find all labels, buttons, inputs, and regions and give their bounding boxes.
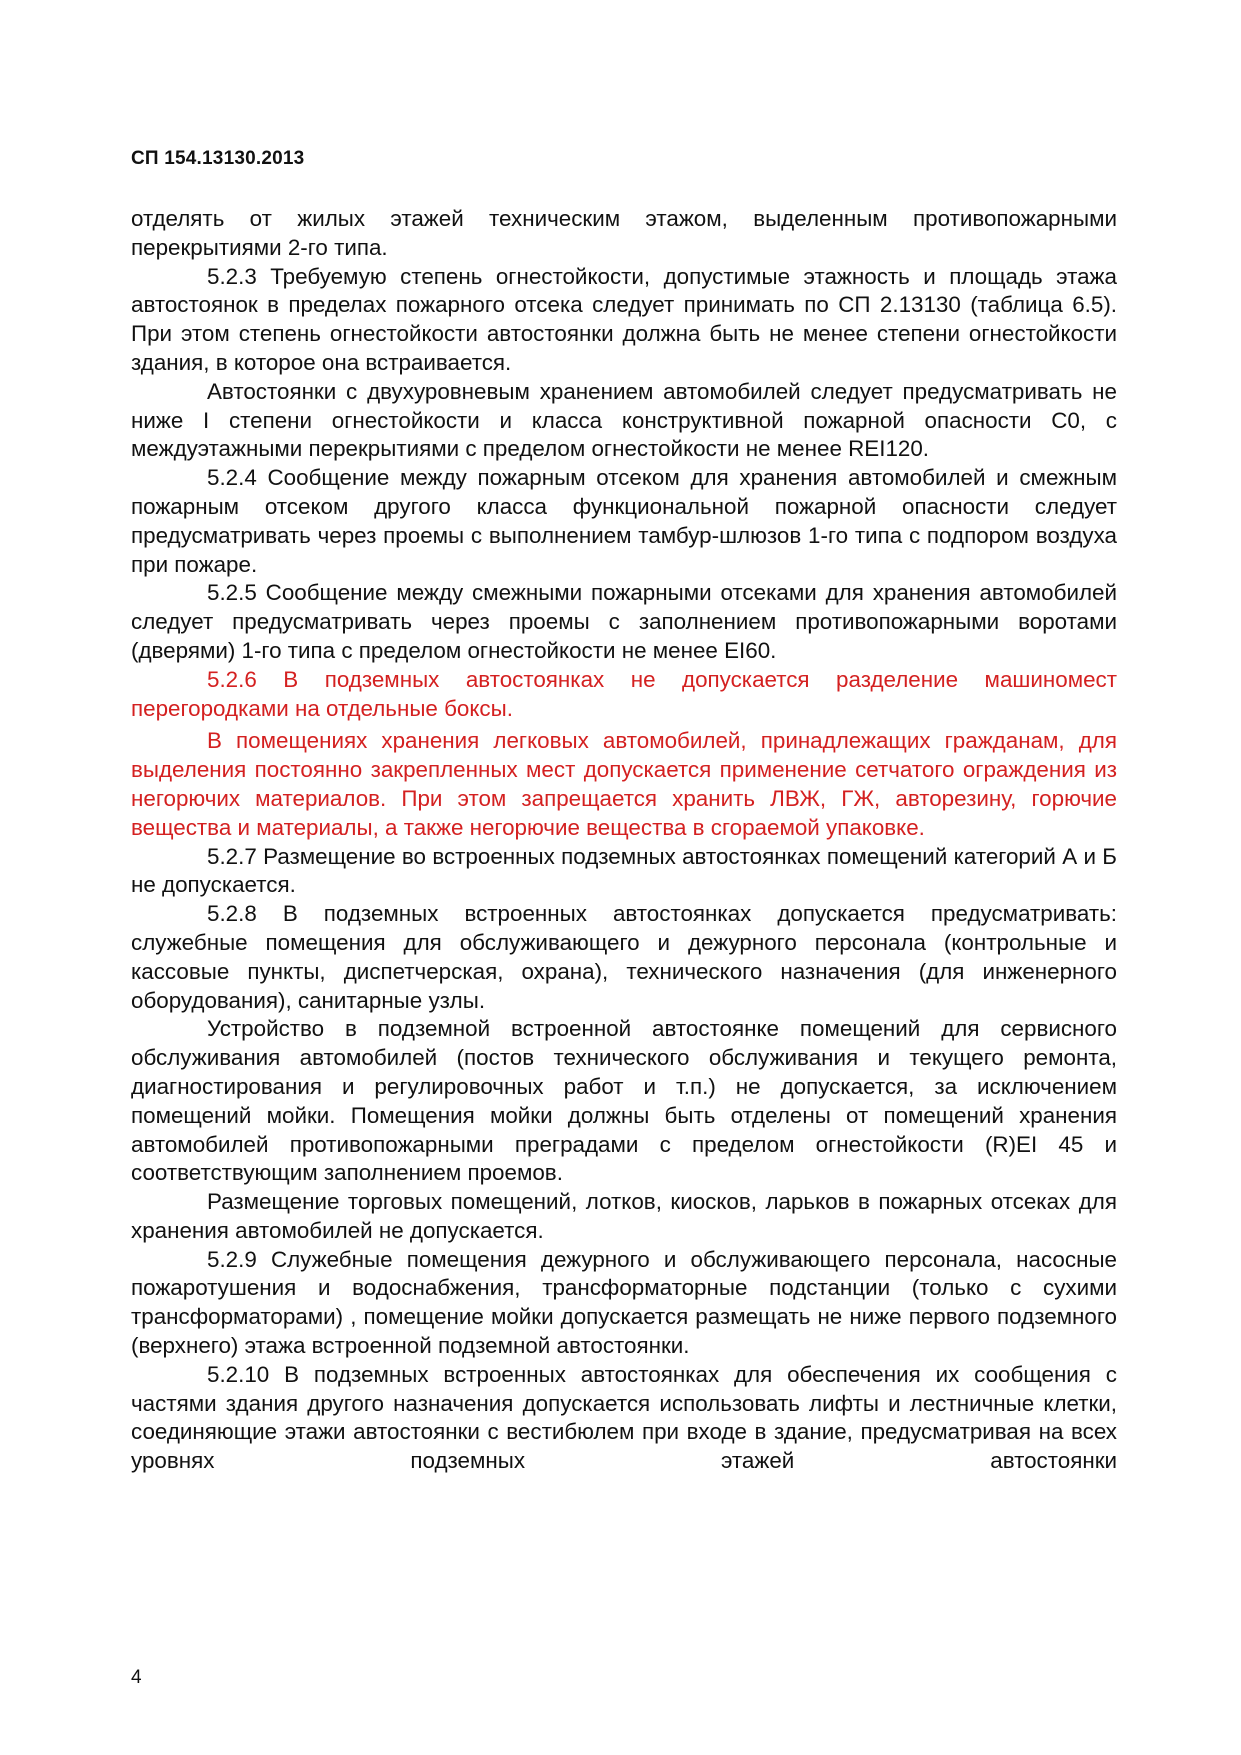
paragraph-5-2-8: 5.2.8 В подземных встроенных автостоянках допускается предусматривать: служебные помещения для обслуживающего и дежурного персонала (контрольные и кассовые пункты, диспетчерская, охрана), технического назначения (для инженерного оборудования), санитарные узлы. (131, 901, 1117, 1013)
document-body (131, 205, 1117, 1476)
paragraph-trade-rooms: Размещение торговых помещений, лотков, киосков, ларьков в пожарных отсеках для хранения автомобилей не допускается. (131, 1189, 1117, 1243)
paragraph-service-rooms: Устройство в подземной встроенной автостоянке помещений для сервисного обслуживания автомобилей (постов технического обслуживания и текущего ремонта, диагностирования и регулировочных работ и т.п.) не допускается, за исключением помещений мойки. Помещения мойки должны быть отделены от помещений хранения автомобилей противопожарными преградами с пределом огнестойкости (R)EI 45 и соответствующим заполнением проемов. (131, 1016, 1117, 1186)
paragraph-5-2-6-highlighted: 5.2.6 В подземных автостоянках не допускается разделение машиномест перегородками на отдельные боксы. (131, 666, 1117, 721)
paragraph-5-2-4: 5.2.4 Сообщение между пожарным отсеком для хранения автомобилей и смежным пожарным отсеком другого класса функциональной пожарной опасности следует предусматривать через проемы с выполнением тамбур-шлюзов 1-го типа с подпором воздуха при пожаре. (131, 465, 1117, 577)
page-number: 4 (131, 1667, 142, 1688)
paragraph-continuation: отделять от жилых этажей техническим этажом, выделенным противопожарными перекрытиями 2-го типа. (131, 206, 1117, 260)
paragraph-two-level-parking: Автостоянки с двухуровневым хранением автомобилей следует предусматривать не ниже I степени огнестойкости и класса конструктивной пожарной опасности С0, с междуэтажными перекрытиями с пределом огнестойкости не менее REI120. (131, 378, 1117, 462)
paragraph-mesh-fence-highlighted: В помещениях хранения легковых автомобилей, принадлежащих гражданам, для выделения постоянно закрепленных мест допускается применение сетчатого ограждения из негорючих материалов. При этом запрещается хранить ЛВЖ, ГЖ, авторезину, горючие вещества и материалы, а также негорючие вещества в сгораемой упаковке. (131, 728, 1117, 840)
paragraph-5-2-3: 5.2.3 Требуемую степень огнестойкости, допустимые этажность и площадь этажа автостоянок в пределах пожарного отсека следует принимать по СП 2.13130 (таблица 6.5). При этом степень огнестойкости автостоянки должна быть не менее степени огнестойкости здания, в которое она встраивается. (131, 263, 1117, 375)
paragraph-5-2-9: 5.2.9 Служебные помещения дежурного и обслуживающего персонала, насосные пожаротушения и водоснабжения, трансформаторные подстанции (только с сухими трансформаторами) , помещение мойки допускается размещать не ниже первого подземного (верхнего) этажа встроенной подземной автостоянки. (131, 1246, 1117, 1359)
paragraph-5-2-5: 5.2.5 Сообщение между смежными пожарными отсеками для хранения автомобилей следует предусматривать через проемы с заполнением противопожарными воротами (дверями) 1-го типа с пределом огнестойкости не менее EI60. (131, 580, 1117, 663)
paragraph-5-2-10: 5.2.10 В подземных встроенных автостоянках для обеспечения их сообщения с частями здания другого назначения допускается использовать лифты и лестничные клетки, соединяющие этажи автостоянки с вестибюлем при входе в здание, предусматривая на всех уровнях подземных этажей автостоянки (131, 1361, 1117, 1474)
document-code: СП 154.13130.2013 (131, 148, 305, 169)
paragraph-5-2-7: 5.2.7 Размещение во встроенных подземных автостоянках помещений категорий А и Б не допускается. (131, 843, 1117, 898)
